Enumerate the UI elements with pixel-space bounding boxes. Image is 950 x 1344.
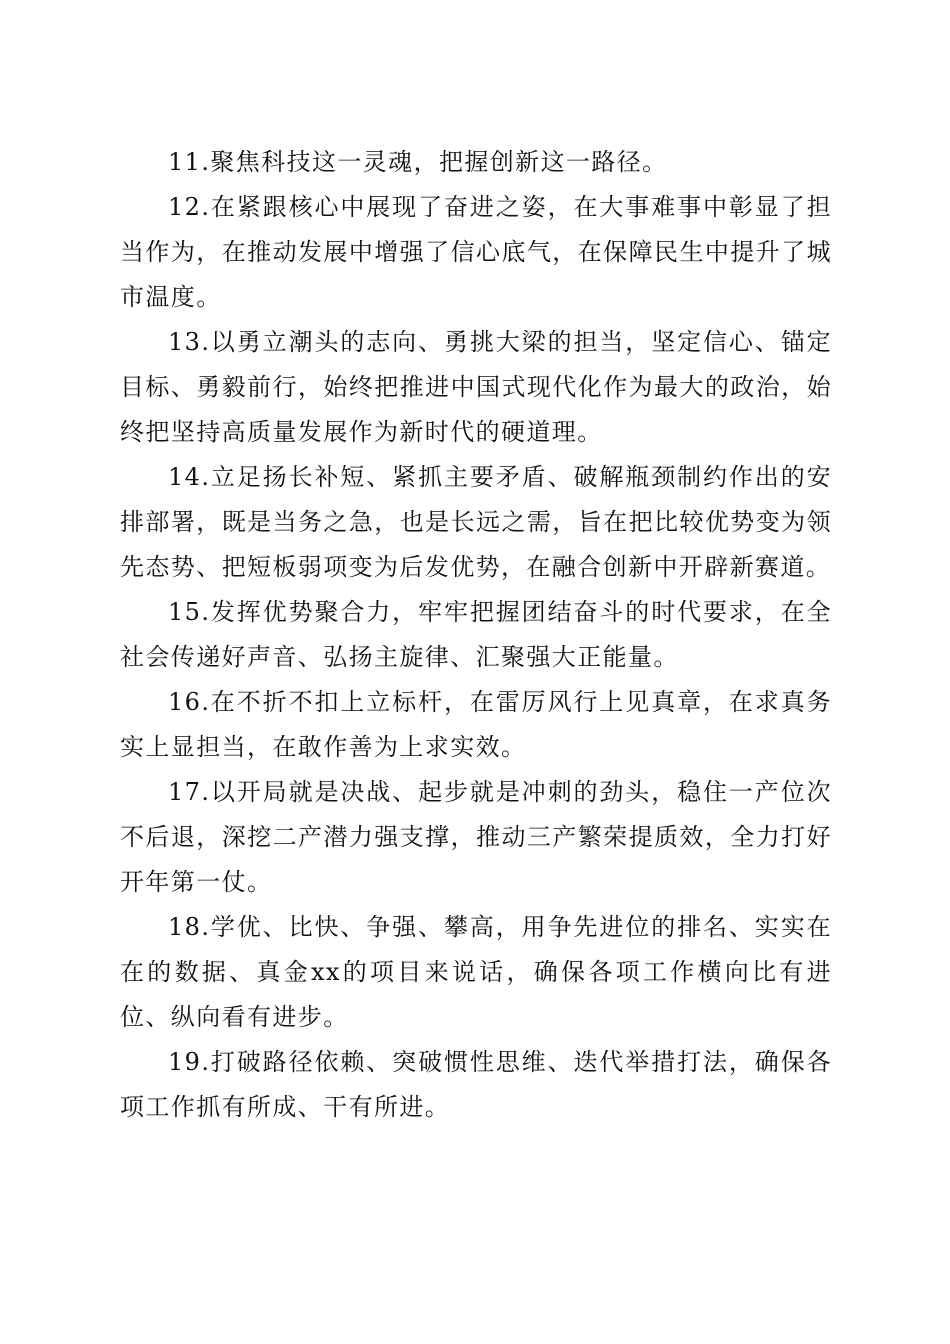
paragraph-15: 15.发挥优势聚合力，牢牢把握团结奋斗的时代要求，在全社会传递好声音、弘扬主旋律、汇聚强大正能量。 [120, 598, 832, 671]
paragraph-13: 13.以勇立潮头的志向、勇挑大梁的担当，坚定信心、锚定目标、勇毅前行，始终把推进中国式现代化作为最大的政治，始终把坚持高质量发展作为新时代的硬道理。 [120, 328, 832, 446]
paragraph-18: 18.学优、比快、争强、攀高，用争先进位的排名、实实在在的数据、真金xx的项目来说话，确保各项工作横向比有进位、纵向看有进步。 [120, 913, 832, 1031]
document-body [120, 140, 832, 1130]
paragraph-16: 16.在不折不扣上立标杆，在雷厉风行上见真章，在求真务实上显担当，在敢作善为上求实效。 [120, 688, 832, 761]
paragraph-11: 11.聚焦科技这一灵魂，把握创新这一路径。 [168, 148, 668, 176]
paragraph-17: 17.以开局就是决战、起步就是冲刺的劲头，稳住一产位次不后退，深挖二产潜力强支撑，推动三产繁荣提质效，全力打好开年第一仗。 [120, 778, 832, 896]
paragraph-12: 12.在紧跟核心中展现了奋进之姿，在大事难事中彰显了担当作为，在推动发展中增强了信心底气，在保障民生中提升了城市温度。 [120, 193, 832, 311]
paragraph-14: 14.立足扬长补短、紧抓主要矛盾、破解瓶颈制约作出的安排部署，既是当务之急，也是长远之需，旨在把比较优势变为领先态势、把短板弱项变为后发优势，在融合创新中开辟新赛道。 [120, 463, 832, 581]
paragraph-19: 19.打破路径依赖、突破惯性思维、迭代举措打法，确保各项工作抓有所成、干有所进。 [120, 1048, 832, 1121]
